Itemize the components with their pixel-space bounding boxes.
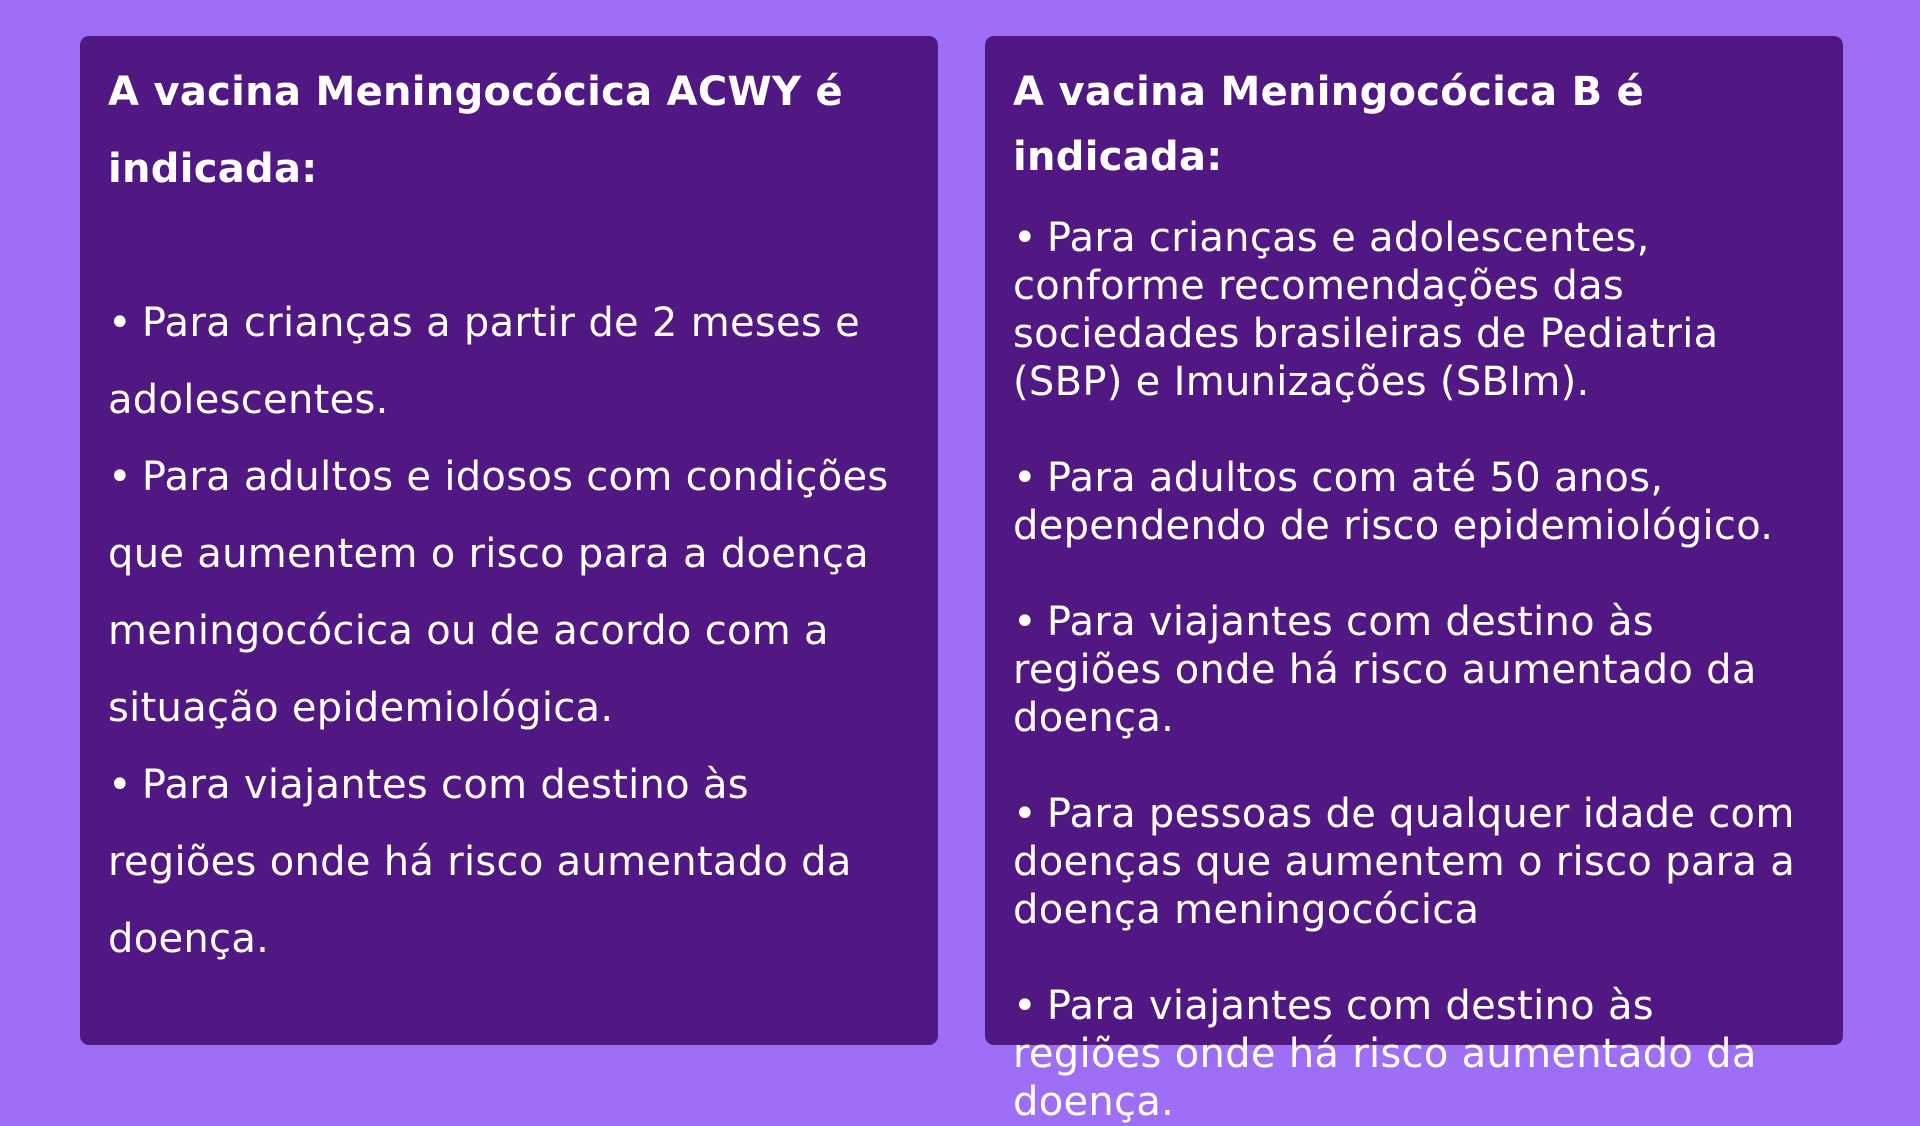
list-item <box>108 439 910 747</box>
acwy-card <box>80 36 938 1045</box>
b-indications-list <box>1013 214 1815 1126</box>
bullet-icon: • <box>108 300 132 346</box>
bullet-icon: • <box>1013 791 1037 837</box>
list-item-text: Para adultos com até 50 anos, dependendo de risco epidemiológico. <box>1013 455 1774 549</box>
list-item-text: Para viajantes com destino às regiões onde há risco aumentado da doença. <box>1013 983 1757 1125</box>
list-item <box>1013 214 1815 406</box>
bullet-icon: • <box>1013 215 1037 261</box>
list-item-text: Para pessoas de qualquer idade com doenças que aumentem o risco para a doença meningocócica <box>1013 791 1796 933</box>
acwy-indications-list <box>108 285 910 978</box>
bullet-icon: • <box>1013 599 1037 645</box>
b-card-title: A vacina Meningocócica B é indicada: <box>1013 69 1645 180</box>
list-item-text: Para crianças a partir de 2 meses e adolescentes. <box>108 300 860 423</box>
list-item <box>1013 982 1815 1126</box>
list-item <box>1013 454 1815 550</box>
list-item <box>1013 790 1815 934</box>
list-item-text: Para crianças e adolescentes, conforme recomendações das sociedades brasileiras de Pediatria (SBP) e Imunizações (SBIm). <box>1013 215 1719 405</box>
list-item <box>108 285 910 439</box>
list-item <box>1013 598 1815 742</box>
bullet-icon: • <box>108 762 132 808</box>
bullet-icon: • <box>1013 455 1037 501</box>
bullet-icon: • <box>108 454 132 500</box>
list-item-text: Para viajantes com destino às regiões onde há risco aumentado da doença. <box>108 762 852 962</box>
list-item-text: Para adultos e idosos com condições que aumentem o risco para a doença meningocócica ou de acordo com a situação epidemiológica. <box>108 454 889 731</box>
b-card <box>985 36 1843 1125</box>
bullet-icon: • <box>1013 983 1037 1029</box>
acwy-card-title: A vacina Meningocócica ACWY é indicada: <box>108 69 843 192</box>
list-item-text: Para viajantes com destino às regiões onde há risco aumentado da doença. <box>1013 599 1757 741</box>
list-item <box>108 747 910 978</box>
